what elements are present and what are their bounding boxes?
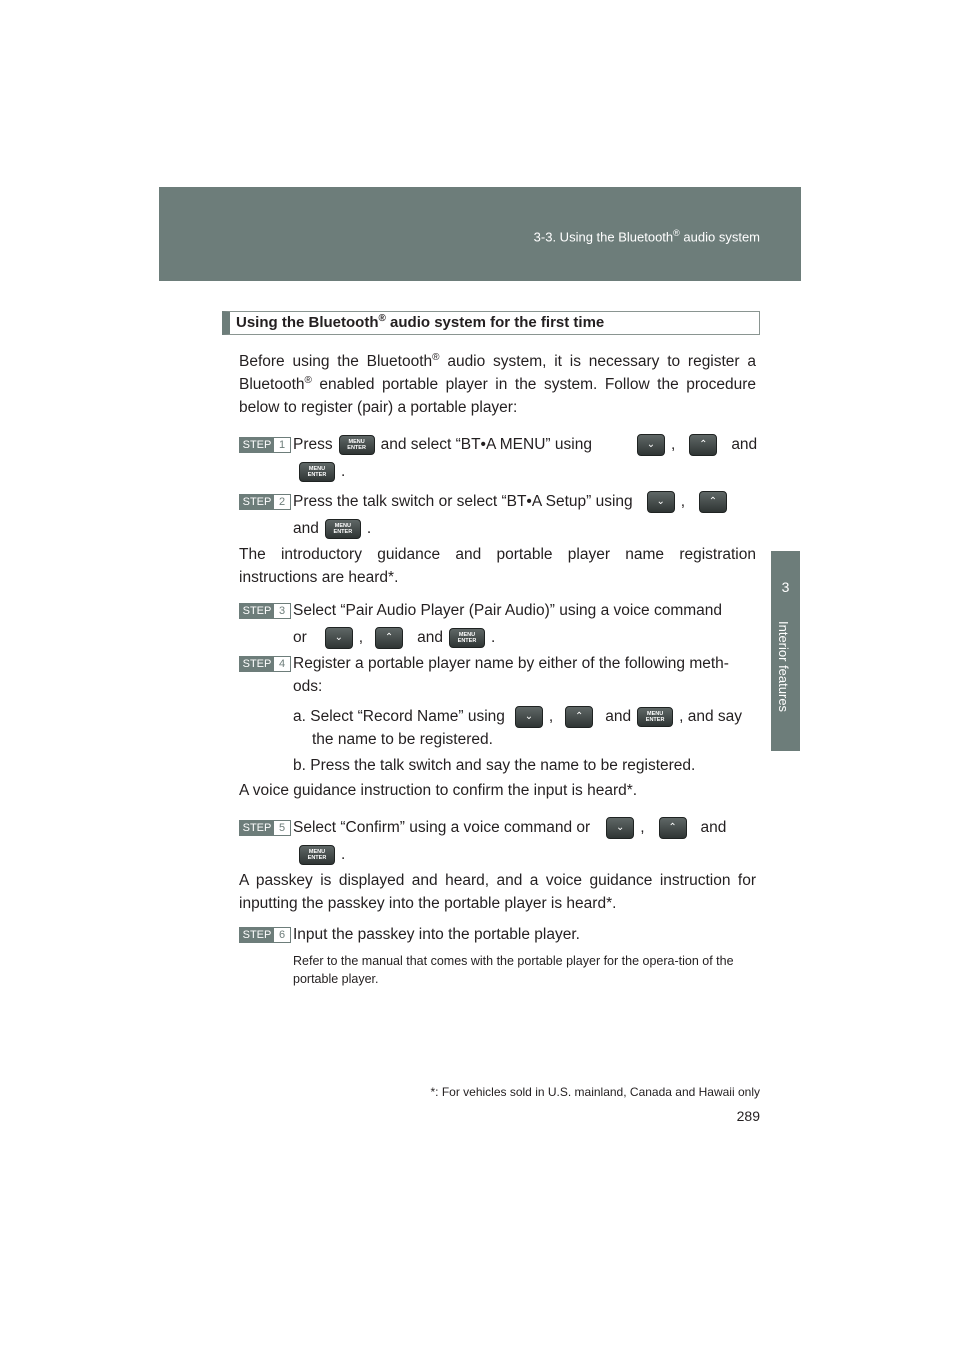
menu-enter-button-icon: MENU ENTER xyxy=(637,707,673,727)
step-badge-1: STEP 1 xyxy=(239,437,291,453)
up-arrow-button-icon: ⌃ xyxy=(699,491,727,513)
step-4-option-a: a. Select “Record Name” using ⌄ , ⌃ and MENU ENTER , and say xyxy=(293,705,742,728)
up-arrow-button-icon: ⌃ xyxy=(565,706,593,728)
intro-paragraph: Before using the Bluetooth® audio system, it is necessary to register a Bluetooth® enabled portable player in the system. Follow the procedure below to register (pair) a portable player: xyxy=(239,351,757,416)
step-1-line-1b: ⌄ , ⌃ and xyxy=(631,433,757,456)
step-2-line-2: and MENU ENTER . xyxy=(293,520,372,537)
up-arrow-button-icon: ⌃ xyxy=(375,627,403,649)
menu-enter-button-icon: MENU ENTER xyxy=(449,628,485,648)
step-1-line-2: MENU ENTER . xyxy=(293,460,345,483)
step-4-option-a-line-2: the name to be registered. xyxy=(312,731,493,748)
step-badge-2: STEP 2 xyxy=(239,494,291,510)
step-4-line-1: Register a portable player name by either of the following meth- xyxy=(293,655,729,672)
down-arrow-button-icon: ⌄ xyxy=(515,706,543,728)
footnote: *: For vehicles sold in U.S. mainland, Canada and Hawaii only xyxy=(430,1085,760,1099)
step-5-line-1: Select “Confirm” using a voice command or ⌄ , ⌃ and xyxy=(293,816,726,839)
down-arrow-button-icon: ⌄ xyxy=(647,491,675,513)
down-arrow-button-icon: ⌄ xyxy=(325,627,353,649)
header-title: 3-3. Using the Bluetooth® audio system xyxy=(533,228,760,245)
step-6-line-1: Input the passkey into the portable player. xyxy=(293,926,580,943)
down-arrow-button-icon: ⌄ xyxy=(606,817,634,839)
after-step-4-paragraph: A voice guidance instruction to confirm the input is heard*. xyxy=(239,782,638,799)
menu-enter-button-icon: MENU ENTER xyxy=(325,519,361,539)
header-band xyxy=(159,187,801,281)
step-4-line-2: ods: xyxy=(293,678,323,695)
after-step-2-paragraph: The introductory guidance and portable player name registration instructions are heard*. xyxy=(239,546,756,586)
step-badge-5: STEP 5 xyxy=(239,820,291,836)
step-3-line-2: or ⌄ , ⌃ and MENU ENTER . xyxy=(293,626,495,649)
page-number: 289 xyxy=(736,1108,760,1124)
chapter-label: Interior features xyxy=(776,621,791,713)
step-3-line-1: Select “Pair Audio Player (Pair Audio)” using a voice command xyxy=(293,602,723,619)
step-5-line-2: MENU ENTER . xyxy=(293,843,345,866)
after-step-5-paragraph: A passkey is displayed and heard, and a voice guidance instruction for inputting the passkey into the portable player is heard*. xyxy=(239,872,756,912)
step-4-option-b: b. Press the talk switch and say the name to be registered. xyxy=(293,757,696,774)
chapter-number: 3 xyxy=(781,579,790,595)
step-6-note: Refer to the manual that comes with the portable player for the opera-tion of the portable player. xyxy=(293,954,734,986)
step-badge-4: STEP 4 xyxy=(239,656,291,672)
menu-enter-button-icon: MENU ENTER xyxy=(339,435,375,455)
up-arrow-button-icon: ⌃ xyxy=(659,817,687,839)
up-arrow-button-icon: ⌃ xyxy=(689,434,717,456)
chapter-side-tab xyxy=(771,551,800,751)
step-2-line-1: Press the talk switch or select “BT•A Setup” using ⌄ , ⌃ xyxy=(293,490,733,513)
step-badge-3: STEP 3 xyxy=(239,603,291,619)
down-arrow-button-icon: ⌄ xyxy=(637,434,665,456)
step-badge-6: STEP 6 xyxy=(239,927,291,943)
step-1-line-1: Press MENU ENTER and select “BT•A MENU” using xyxy=(293,436,592,453)
menu-enter-button-icon: MENU ENTER xyxy=(299,462,335,482)
menu-enter-button-icon: MENU ENTER xyxy=(299,845,335,865)
section-title: Using the Bluetooth® audio system for the first time xyxy=(222,311,760,335)
